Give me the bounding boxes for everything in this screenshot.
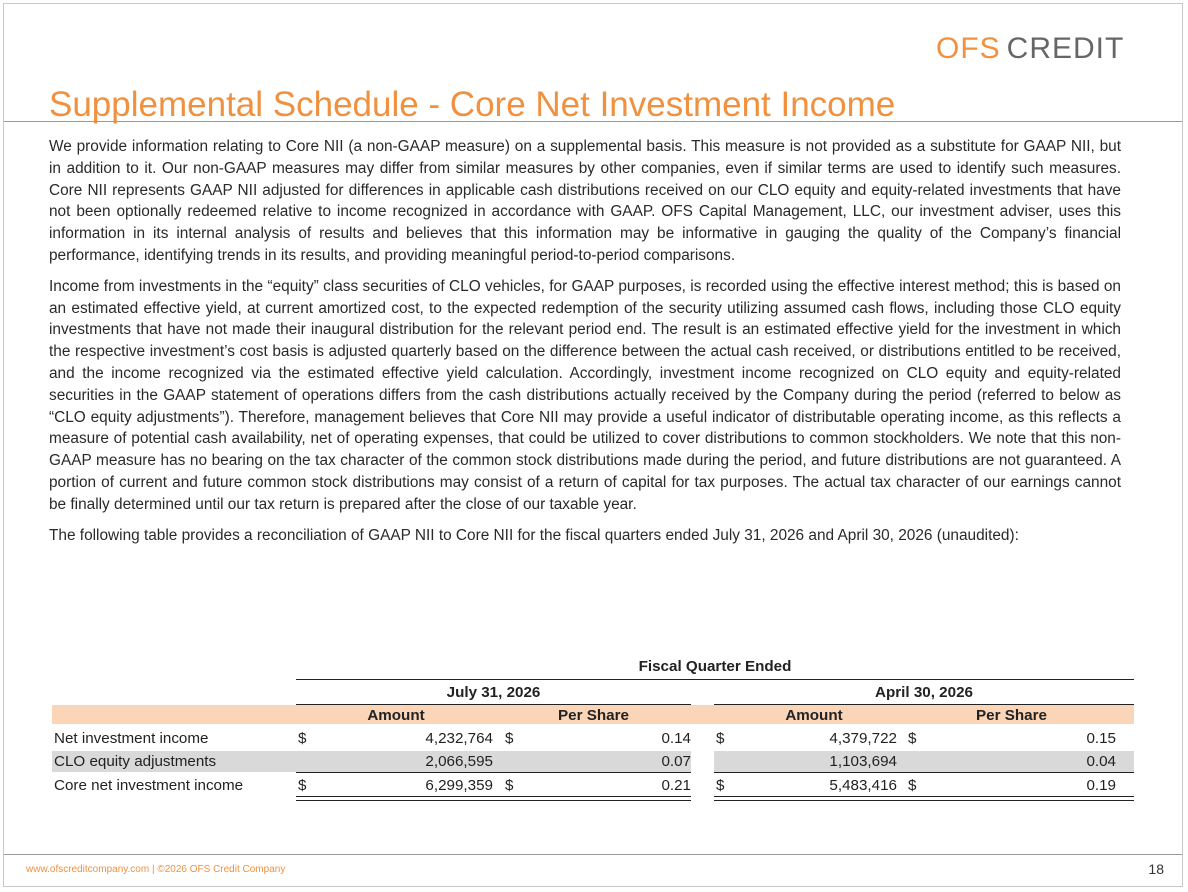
logo-credit: CREDIT [1006, 32, 1125, 65]
currency-sign: $ [298, 730, 307, 747]
currency-sign: $ [505, 777, 514, 794]
row-label-clo-equity-adjustments: CLO equity adjustments [54, 753, 217, 770]
col-per-share-1: Per Share [558, 707, 629, 724]
currency-sign: $ [908, 730, 917, 747]
col-per-share-2: Per Share [976, 707, 1047, 724]
row-label-core-net-investment-income: Core net investment income [54, 777, 244, 794]
col-amount-2: Amount [785, 707, 843, 724]
cell-amount: 1,103,694 [829, 753, 897, 770]
group-header-rule [296, 679, 1134, 680]
currency-sign: $ [298, 777, 307, 794]
row-label-net-investment-income: Net investment income [54, 730, 209, 747]
cell-amount: 4,379,722 [829, 730, 897, 747]
total-double-rule-2 [714, 796, 1134, 801]
reconciliation-table [52, 658, 1134, 808]
footer-divider [4, 854, 1182, 855]
ofs-credit-logo [936, 32, 1124, 66]
currency-sign: $ [716, 730, 725, 747]
cell-per-share: 0.14 [661, 730, 691, 747]
cell-amount: 4,232,764 [425, 730, 493, 747]
period-header-1: July 31, 2026 [446, 684, 541, 701]
subtotal-rule-1 [296, 772, 691, 773]
header-divider [4, 121, 1182, 122]
cell-per-share: 0.21 [661, 777, 691, 794]
period-header-2: April 30, 2026 [875, 684, 973, 701]
cell-amount: 5,483,416 [829, 777, 897, 794]
paragraph-clo-income: Income from investments in the “equity” class securities of CLO vehicles, for GAAP purposes, is recorded using the effective interest method; this is based on an estimated effective yield, at current amortized cost, to the expected redemption of the security utilizing assumed cash flows, including those CLO equity investments that have not made their inaugural distribution for the relevant period end. The result is an estimated effective yield for the investment in which the respective investment’s cost basis is adjusted quarterly based on the difference between the actual cash received, or distributions entitled to be received, and the income recognized via the estimated effective yield calculation. Accordingly, investment income recognized on CLO equity and equity-related securities in the GAAP statement of operations differs from the cash distributions actually received by the Company during the period (referred to below as “CLO equity adjustments”). Therefore, management believes that Core NII may provide a useful indicator of distributable operating income, as this reflects a measure of potential cash availability, net of operating expenses, that could be utilized to cover distributions to common stockholders. We note that this non-GAAP measure has no bearing on the tax character of the common stock distributions made during the period, and future distributions are not guaranteed. A portion of current and future common stock distributions may consist of a return of capital for tax purposes. The actual tax character of our earnings cannot be finally determined until our tax return is prepared after the close of our taxable year. [49, 277, 1121, 513]
total-double-rule-1 [296, 796, 691, 801]
group-header: Fiscal Quarter Ended [638, 658, 792, 675]
cell-per-share: 0.04 [1086, 753, 1116, 770]
subtotal-rule-2 [714, 772, 1134, 773]
currency-sign: $ [908, 777, 917, 794]
col-amount-1: Amount [367, 707, 425, 724]
cell-per-share: 0.07 [661, 753, 691, 770]
currency-sign: $ [505, 730, 514, 747]
body-text [49, 136, 1121, 555]
logo-ofs: OFS [936, 32, 1001, 65]
cell-per-share: 0.19 [1086, 777, 1116, 794]
footer-website-copyright: www.ofscreditcompany.com | ©2026 OFS Credit Company [26, 864, 286, 875]
page-title: Supplemental Schedule - Core Net Investment Income [49, 85, 896, 125]
page-number: 18 [1148, 861, 1164, 877]
paragraph-core-nii: We provide information relating to Core NII (a non-GAAP measure) on a supplemental basis. This measure is not provided as a substitute for GAAP NII, but in addition to it. Our non-GAAP measures may differ from similar measures by other companies, even if similar terms are used to identify such measures. Core NII represents GAAP NII adjusted for differences in applicable cash distributions received on our CLO equity and equity-related investments that have not been optionally redeemed relative to income recognized in accordance with GAAP. OFS Capital Management, LLC, our investment adviser, uses this information in its internal analysis of results and believes that this information may be informative in gauging the quality of the Company’s financial performance, identifying trends in its results, and providing meaningful period-to-period comparisons. [49, 138, 1121, 264]
paragraph-table-intro: The following table provides a reconciliation of GAAP NII to Core NII for the fiscal quarters ended July 31, 2026 and April 30, 2026 (unaudited): [49, 526, 1019, 544]
cell-per-share: 0.15 [1086, 730, 1116, 747]
currency-sign: $ [716, 777, 725, 794]
cell-amount: 6,299,359 [425, 777, 493, 794]
cell-amount: 2,066,595 [425, 753, 493, 770]
